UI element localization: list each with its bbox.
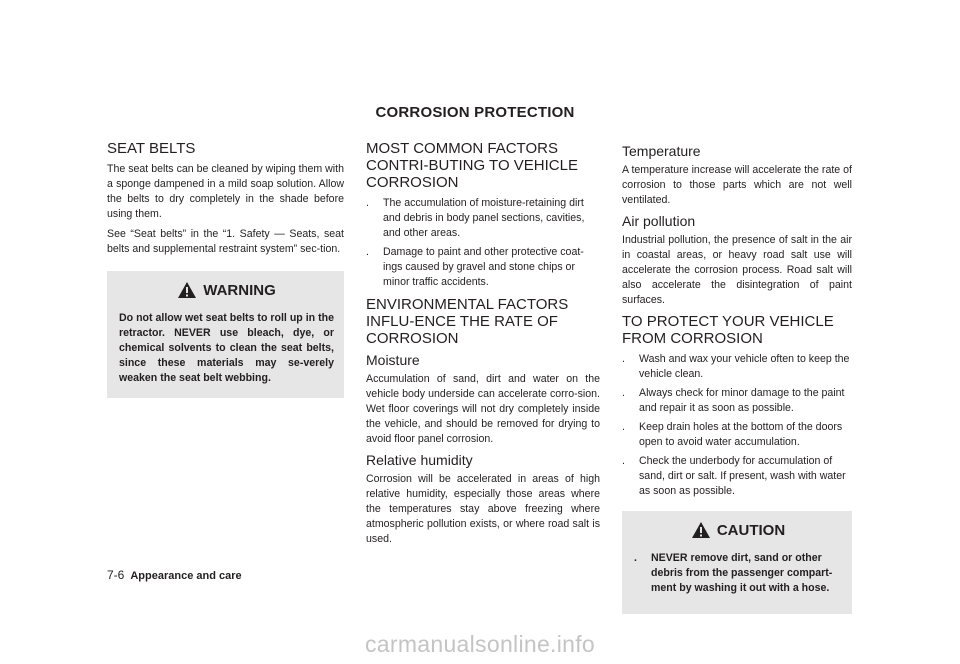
temperature-heading: Temperature [622,143,701,159]
warning-header [119,281,334,299]
seat-belts-heading: SEAT BELTS [107,140,196,157]
column-protection [622,140,852,614]
page-number: 7-6 [107,568,125,582]
protect-heading: TO PROTECT YOUR VEHICLE FROM CORROSION [622,313,834,347]
air-pollution-text: Industrial pollution, the presence of salt in the air in coastal areas, or heavy road salt use will accelerate the corrosion process. Road salt will also accelerate the disintegration of paint surfaces. [622,234,852,306]
column-corrosion-factors [366,140,600,552]
moisture-heading: Moisture [366,352,420,368]
column-seat-belts [107,140,344,398]
warning-triangle-icon [177,281,197,299]
list-item: . Check the underbody for accumulation of sand, dirt or salt. If present, wash with water as soon as possible. [622,455,846,497]
air-pollution-heading: Air pollution [622,213,696,229]
caution-title: CAUTION [716,521,786,539]
caution-box [622,511,852,614]
caution-header [634,521,842,539]
common-factors-heading: MOST COMMON FACTORS CONTRI-BUTING TO VEHICLE CORROSION [366,140,578,191]
section-title: CORROSION PROTECTION [375,104,575,121]
warning-text: Do not allow wet seat belts to roll up in the retractor. NEVER use bleach, dye, or chemical solvents to clean the seat belts, since these materials may se-verely weaken the seat belt webbing. [119,312,334,384]
seat-belts-reference: See “Seat belts” in the “1. Safety — Seats, seat belts and supplemental restraint system” sec-tion. [107,228,344,255]
common-factors-list [366,196,600,290]
watermark: carmanualsonline.info [364,631,596,657]
list-item: . Wash and wax your vehicle often to keep the vehicle clean. [622,353,850,380]
environmental-factors-heading: ENVIRONMENTAL FACTORS INFLU-ENCE THE RATE OF CORROSION [366,296,569,347]
caution-triangle-icon [691,521,711,539]
seat-belts-paragraph: The seat belts can be cleaned by wiping them with a sponge dampened in a mild soap solution. Allow the belts to dry completely in the shade before using them. [107,163,344,220]
caution-list [634,551,842,596]
list-item: . NEVER remove dirt, sand or other debris from the passenger compart-ment by washing it out with a hose. [634,552,833,594]
moisture-text: Accumulation of sand, dirt and water on the vehicle body underside can accelerate corro-sion. Wet floor coverings will not dry completely inside the vehicle, and should be removed for drying to avoid floor panel corrosion. [366,373,600,445]
humidity-heading: Relative humidity [366,452,473,468]
humidity-text: Corrosion will be accelerated in areas of high relative humidity, especially those areas where the temperatures stay above freezing where atmospheric pollution exists, or where road salt is used. [366,473,600,545]
footer-section-name: Appearance and care [130,570,242,582]
list-item: . Keep drain holes at the bottom of the doors open to avoid water accumulation. [622,421,843,448]
list-item: . Always check for minor damage to the paint and repair it as soon as possible. [622,387,845,414]
temperature-text: A temperature increase will accelerate the rate of corrosion to those parts which are not well ventilated. [622,164,852,206]
warning-title: WARNING [203,281,276,299]
list-item: . The accumulation of moisture-retaining dirt and debris in body panel sections, cavities, and other areas. [366,197,585,239]
page-footer [107,568,242,582]
list-item: . Damage to paint and other protective coat-ings caused by gravel and stone chips or minor traffic accidents. [366,246,584,288]
protect-list [622,352,852,499]
warning-box [107,271,344,398]
